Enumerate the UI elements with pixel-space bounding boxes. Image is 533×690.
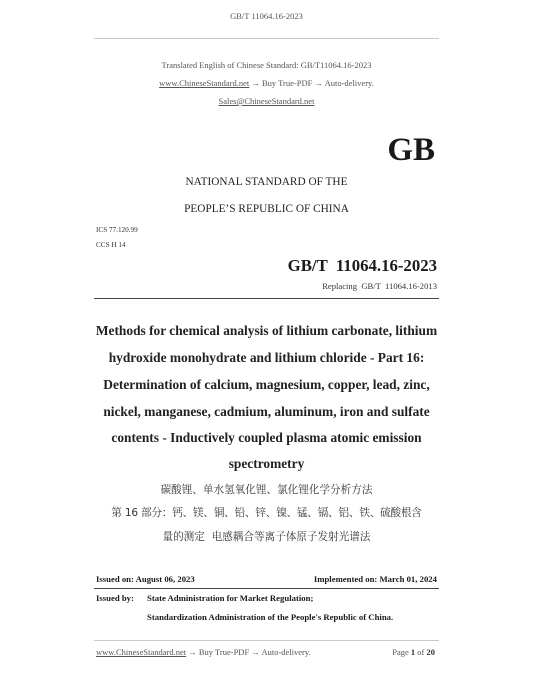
title-line-6: spectrometry: [228, 456, 305, 471]
national-line-2: PEOPLE’S REPUBLIC OF CHINA: [184, 203, 349, 215]
promo-text: → Buy True-PDF → Auto-delivery.: [249, 78, 374, 88]
cn-title-line-1: 碳酸锂、单水氢氧化锂、氯化锂化学分析方法: [160, 484, 373, 496]
implemented-date: Implemented on: March 01, 2024: [313, 574, 437, 584]
footer-site-link[interactable]: www.ChineseStandard.net: [96, 647, 187, 657]
dates-divider: [94, 588, 439, 589]
issuer-line-1: State Administration for Market Regulation;: [147, 593, 314, 603]
page-total: 20: [426, 647, 435, 657]
gb-logo: GB: [387, 132, 435, 168]
translated-notice: Translated English of Chinese Standard: GB/T11064.16-2023: [161, 60, 372, 70]
issued-by-label: Issued by:: [96, 593, 134, 603]
title-line-1: Methods for chemical analysis of lithium carbonate, lithium: [95, 323, 438, 338]
issuer-line-2: Standardization Administration of the People's Republic of China.: [147, 612, 394, 622]
email-line: [0, 96, 533, 106]
title-line-2: hydroxide monohydrate and lithium chloride - Part 16:: [108, 350, 425, 365]
title-divider: [94, 298, 439, 299]
promo-line: [0, 78, 533, 88]
cn-title-line-2: 第 16 部分：钙、镁、铜、铅、锌、镍、锰、镉、铝、铁、硫酸根含: [111, 507, 422, 519]
ccs-code: CCS H 14: [96, 241, 126, 249]
national-line-1: NATIONAL STANDARD OF THE: [185, 176, 348, 188]
title-line-3: Determination of calcium, magnesium, copper, lead, zinc,: [103, 377, 430, 392]
cn-title-line-3: 量的测定 电感耦合等离子体原子发射光谱法: [162, 531, 371, 543]
ics-code: ICS 77.120.99: [96, 226, 138, 234]
standard-number: GB/T 11064.16-2023: [287, 256, 437, 275]
header-divider: [94, 38, 439, 39]
footer-promo-text: → Buy True-PDF → Auto-delivery.: [186, 647, 311, 657]
issued-date: Issued on: August 06, 2023: [96, 574, 195, 584]
page-label: Page: [392, 647, 409, 657]
email-link[interactable]: Sales@ChineseStandard.net: [218, 96, 315, 106]
page-current: 1: [410, 647, 416, 657]
running-header: GB/T 11064.16-2023: [230, 11, 303, 21]
page-indicator: [392, 647, 435, 657]
title-line-5: contents - Inductively coupled plasma atomic emission: [111, 430, 422, 445]
footer-promo: [96, 647, 311, 657]
page-of: of: [417, 647, 425, 657]
replacing-note: Replacing GB/T 11064.16-2013: [322, 281, 437, 291]
footer-divider: [94, 640, 439, 641]
site-link[interactable]: www.ChineseStandard.net: [159, 78, 250, 88]
title-line-4: nickel, manganese, cadmium, aluminum, iron and sulfate: [103, 404, 430, 419]
